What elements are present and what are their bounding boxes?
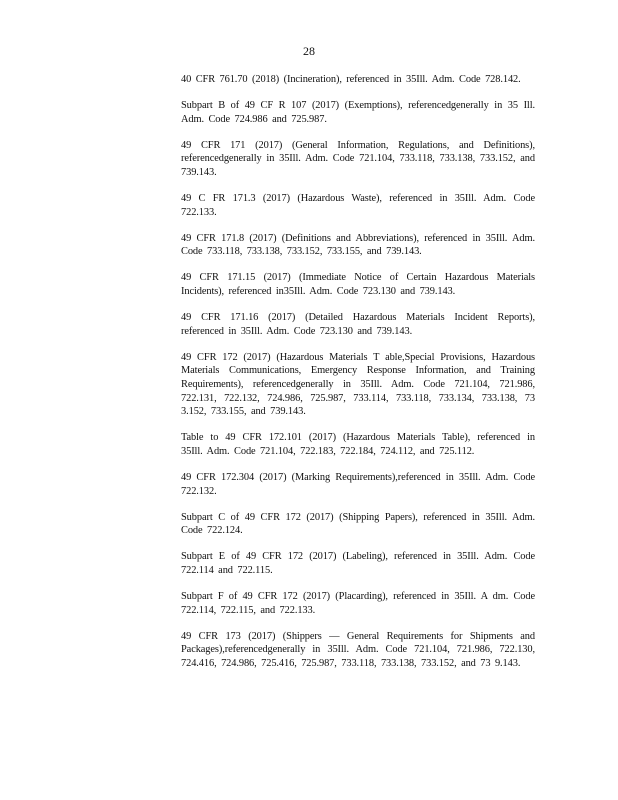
reference-entry: Subpart C of 49 CFR 172 (2017) (Shipping Papers), referenced in 35Ill. Adm. Code 722.124. — [181, 511, 535, 537]
reference-entry: 49 CFR 171.15 (2017) (Immediate Notice of Certain Hazardous Materials Incidents), referenced in35Ill. Adm. Code 723.130 and 739.143. — [181, 272, 535, 298]
reference-entry: 49 CFR 171 (2017) (General Information, Regulations, and Definitions), referencedgenerally in 35Ill. Adm. Code 721.104, 733.118, 733.138, 733.152, and 739.143. — [181, 139, 535, 178]
reference-entry: Subpart F of 49 CFR 172 (2017) (Placarding), referenced in 35Ill. A dm. Code 722.114, 722.115, and 722.133. — [181, 591, 535, 616]
reference-entry: 49 CFR 173 (2017) (Shippers — General Requirements for Shipments and Packages),referencedgenerally in 35Ill. Adm. Code 721.104, 721.986, 722.130, 724.416, 724.986, 725.416, 725.987, 733.118, 733.138, 733.152, and 73 9.143. — [181, 630, 535, 669]
reference-list — [181, 73, 535, 683]
reference-entry: 40 CFR 761.70 (2018) (Incineration), referenced in 35Ill. Adm. Code 728.142. — [181, 74, 521, 85]
page-number: 28 — [303, 44, 315, 58]
reference-entry: Table to 49 CFR 172.101 (2017) (Hazardous Materials Table), referenced in 35Ill. Adm. Code 721.104, 722.183, 722.184, 724.112, and 725.112. — [181, 432, 535, 457]
reference-entry: Subpart E of 49 CFR 172 (2017) (Labeling), referenced in 35Ill. Adm. Code 722.114 and 722.115. — [181, 551, 535, 576]
reference-entry: Subpart B of 49 CF R 107 (2017) (Exemptions), referencedgenerally in 35 Ill. Adm. Code 724.986 and 725.987. — [181, 100, 535, 125]
reference-entry: 49 CFR 171.8 (2017) (Definitions and Abbreviations), referenced in 35Ill. Adm. Code 733.118, 733.138, 733.152, 733.155, and 739.143. — [181, 232, 535, 258]
reference-entry: 49 CFR 172 (2017) (Hazardous Materials T able,Special Provisions, Hazardous Materials Communications, Emergency Response Information, and Training Requirements), referencedgenerally in 35Ill. Adm. Code 721.104, 721.986, 722.131, 722.132, 724.986, 725.987, 733.114, 733.118, 733.134, 733.138, 73 3.152, 733.155, and 739.143. — [181, 351, 535, 418]
reference-entry: 49 CFR 172.304 (2017) (Marking Requirements),referenced in 35Ill. Adm. Code 722.132. — [181, 471, 535, 497]
reference-entry: 49 CFR 171.16 (2017) (Detailed Hazardous Materials Incident Reports), referenced in 35Ill. Adm. Code 723.130 and 739.143. — [181, 312, 535, 337]
reference-entry: 49 C FR 171.3 (2017) (Hazardous Waste), referenced in 35Ill. Adm. Code 722.133. — [181, 193, 535, 218]
